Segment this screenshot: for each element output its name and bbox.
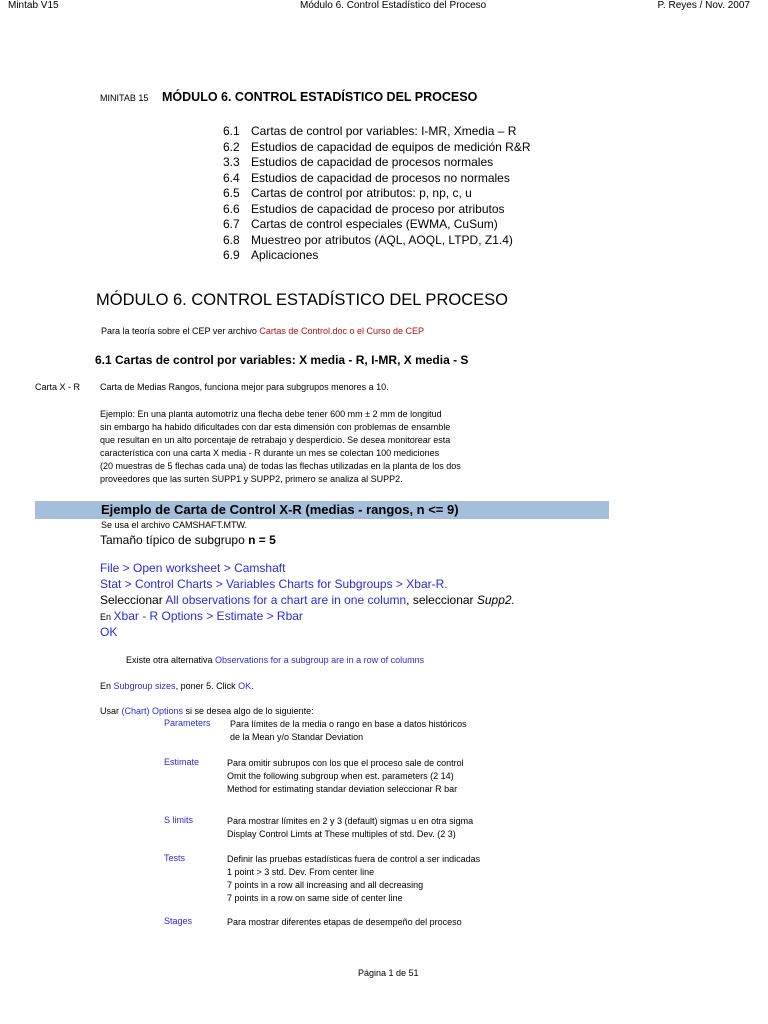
step-select-mid: , seleccionar: [406, 593, 477, 607]
subgroup-sizes-mid: , poner 5. Click: [175, 681, 239, 691]
toc-item-text: Cartas de control especiales (EWMA, CuSum): [251, 217, 498, 231]
step-options: [100, 609, 303, 623]
toc-item-number: 6.4: [223, 170, 240, 185]
subgroup-size: [100, 533, 276, 547]
toc-item: [223, 155, 623, 171]
subgroup-sizes-end: .: [251, 681, 254, 691]
toc-item-number: 6.5: [223, 186, 240, 200]
toc-item: [223, 124, 623, 140]
option-description-line: Method for estimating standar deviation seleccionar R bar: [227, 784, 458, 794]
usar-link[interactable]: (Chart) Options: [121, 706, 184, 716]
option-description: [227, 853, 480, 905]
title-main: MÓDULO 6. CONTROL ESTADÍSTICO DEL PROCESO: [162, 90, 478, 104]
option-description-line: Definir las pruebas estadísticas fuera de control a ser indicadas: [227, 854, 481, 864]
toc-item-number: 3.3: [223, 155, 240, 169]
option-description-line: 1 point > 3 std. Dev. From center line: [227, 867, 375, 877]
toc-item-text: Cartas de control por atributos: p, np, c, u: [251, 186, 472, 200]
alternative-note: [126, 655, 424, 665]
option-description-line: Para mostrar límites en 2 y 3 (default) sigmas u en otra sigma: [227, 816, 474, 826]
toc-item-text: Cartas de control por variables: I-MR, Xmedia – R: [251, 124, 517, 138]
step-select-pre: Seleccionar: [100, 593, 166, 607]
alternative-link[interactable]: Observations for a subgroup are in a row of columns: [215, 655, 425, 665]
option-key-estimate[interactable]: Estimate: [164, 757, 200, 767]
step-ok[interactable]: OK: [100, 625, 118, 639]
page-footer: Página 1 de 51: [358, 968, 419, 978]
example-line: Ejemplo: En una planta automotríz una flecha debe tener 600 mm ± 2 mm de longitud: [100, 409, 442, 419]
example-line: sin embargo ha habido dificultades con dar esta dimensión con problemas de ensamble: [100, 422, 451, 432]
toc-item-text: Estudios de capacidad de procesos normales: [251, 155, 494, 169]
option-key-s-limits[interactable]: S limits: [164, 815, 193, 825]
option-description-line: Para mostrar diferentes etapas de desempeño del proceso: [227, 917, 462, 927]
toc-item-number: 6.6: [223, 201, 240, 216]
subgroup-sizes-note: [100, 681, 254, 691]
title-prefix: MINITAB 15: [100, 93, 149, 103]
theory-note-text: Para la teoría sobre el CEP ver archivo: [101, 326, 260, 336]
header-right: P. Reyes / Nov. 2007: [657, 0, 750, 11]
subgroup-text: Tamaño típico de subgrupo: [100, 533, 249, 547]
step-select: [100, 593, 515, 607]
band-title: Ejemplo de Carta de Control X-R (medias - rangos, n <= 9): [101, 502, 459, 517]
toc-item-text: Estudios de capacidad de proceso por atributos: [251, 201, 505, 216]
toc-item-number: 6.8: [223, 232, 240, 247]
option-description: [230, 718, 467, 744]
subgroup-sizes-ok[interactable]: OK: [238, 681, 252, 691]
theory-note: [101, 326, 424, 336]
option-description-line: Display Control Limts at These multiples of std. Dev. (2 3): [227, 829, 456, 839]
toc-item-text: Estudios de capacidad de equipos de medición R&R: [251, 139, 531, 154]
usar-post: si se desea algo de lo siguiente:: [183, 706, 314, 716]
subgroup-value: n = 5: [248, 533, 276, 547]
option-description: [227, 815, 473, 841]
step-open-worksheet[interactable]: File > Open worksheet > Camshaft: [100, 561, 286, 575]
carta-label: Carta X - R: [35, 382, 81, 392]
header-center: Módulo 6. Control Estadístico del Proceso: [300, 0, 487, 11]
toc-item: [223, 171, 623, 187]
file-note: Se usa el archivo CAMSHAFT.MTW.: [101, 520, 248, 530]
example-paragraph: [100, 408, 461, 486]
option-key-parameters[interactable]: Parameters: [164, 718, 211, 728]
toc-item: [223, 233, 623, 249]
step-select-var: Supp2.: [476, 593, 515, 607]
toc-item-number: 6.9: [223, 248, 240, 262]
option-description: [227, 757, 464, 796]
example-line: característica con una carta X media - R durante un mes se colectan 100 mediciones: [100, 448, 440, 458]
header-left: Mintab V15: [8, 0, 59, 11]
toc-item: [223, 202, 623, 218]
toc-item: [223, 186, 623, 202]
option-description-line: 7 points in a row all increasing and all decreasing: [227, 880, 424, 890]
step-stat-menu[interactable]: Stat > Control Charts > Variables Charts for Subgroups > Xbar-R.: [100, 577, 448, 591]
toc-item: [223, 217, 623, 233]
toc-item-number: 6.1: [223, 124, 240, 138]
option-description-line: Para límites de la media o rango en base a datos históricos: [230, 719, 467, 729]
option-description-line: 7 points in a row on same side of center line: [227, 893, 403, 903]
option-description-line: Para omitir subrupos con los que el proceso sale de control: [227, 758, 464, 768]
option-key-stages[interactable]: Stages: [164, 916, 193, 926]
step-select-link[interactable]: All observations for a chart are in one column: [165, 593, 407, 607]
option-description-line: de la Mean y/o Standar Deviation: [230, 732, 364, 742]
example-line: que resultan en un alto porcentaje de retrabajo y desperdicio. Se desea monitorear esta: [100, 435, 451, 445]
alternative-text: Existe otra alternativa: [126, 655, 216, 665]
module-title: MÓDULO 6. CONTROL ESTADÍSTICO DEL PROCESO: [96, 291, 508, 309]
theory-note-link[interactable]: Cartas de Control.doc o el Curso de CEP: [259, 326, 425, 336]
carta-desc: Carta de Medias Rangos, funciona mejor para subgrupos menores a 10.: [100, 382, 389, 392]
toc-item-number: 6.7: [223, 217, 240, 231]
section-title: 6.1 Cartas de control por variables: X media - R, I-MR, X media - S: [95, 353, 469, 367]
toc-item-text: Estudios de capacidad de procesos no normales: [251, 170, 510, 185]
toc-item: [223, 248, 623, 264]
step-options-en: En: [100, 612, 114, 622]
subgroup-sizes-link[interactable]: Subgroup sizes: [113, 681, 176, 691]
option-description-line: Omit the following subgroup when est. parameters (2 14): [227, 771, 454, 781]
toc-item-text: Muestreo por atributos (AQL, AOQL, LTPD, Z1.4): [251, 232, 513, 247]
usar-pre: Usar: [100, 706, 122, 716]
step-options-link[interactable]: Xbar - R Options > Estimate > Rbar: [113, 609, 303, 623]
subgroup-sizes-pre: En: [100, 681, 114, 691]
option-key-tests[interactable]: Tests: [164, 853, 186, 863]
toc-item-text: Aplicaciones: [251, 248, 319, 262]
example-line: (20 muestras de 5 flechas cada una) de todas las flechas utilizadas en la planta de los dos: [100, 461, 461, 471]
toc-item: [223, 140, 623, 156]
example-line: proveedores que las surten SUPP1 y SUPP2, primero se analiza al SUPP2.: [100, 474, 403, 484]
usar-note: [100, 706, 314, 716]
toc-item-number: 6.2: [223, 139, 240, 154]
option-description: [227, 916, 462, 929]
